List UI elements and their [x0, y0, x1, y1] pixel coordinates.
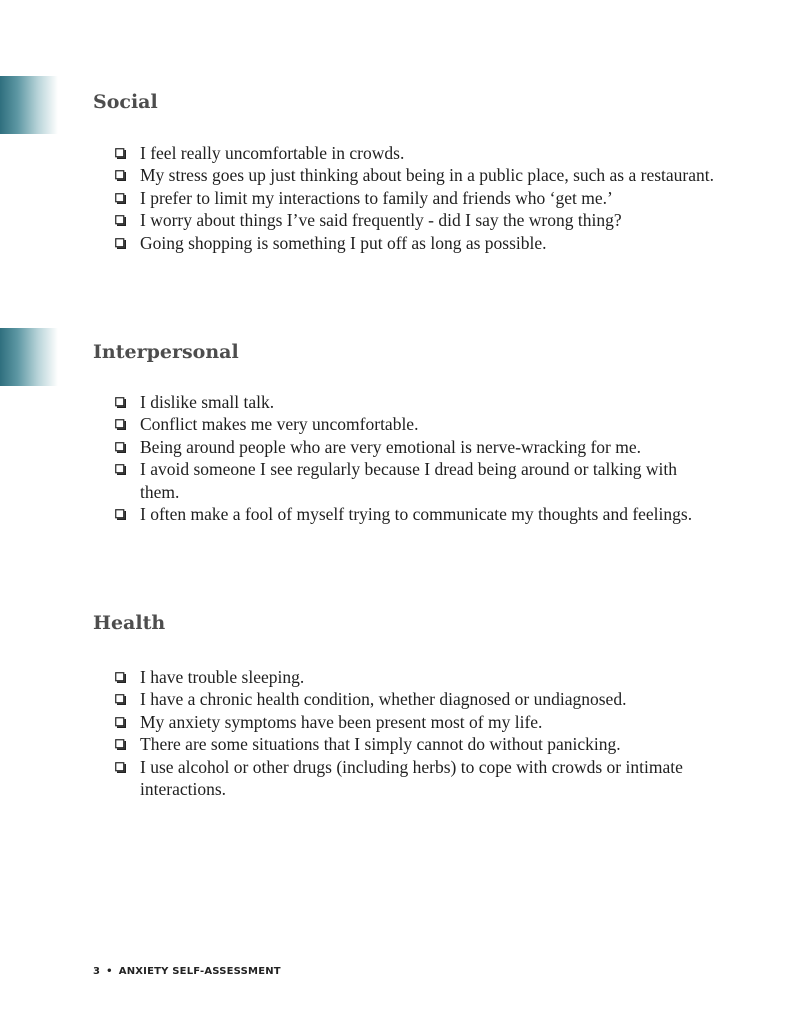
checkbox-icon[interactable] [115, 397, 126, 408]
section-tab-decoration [0, 328, 58, 386]
checkbox-icon[interactable] [115, 509, 126, 520]
list-item[interactable]: I worry about things I’ve said frequently - did I say the wrong thing? [115, 209, 715, 231]
list-item[interactable]: I have trouble sleeping. [115, 666, 715, 688]
list-item[interactable]: My stress goes up just thinking about being in a public place, such as a restaurant. [115, 164, 715, 186]
checkbox-icon[interactable] [115, 148, 126, 159]
list-item[interactable]: I feel really uncomfortable in crowds. [115, 142, 715, 164]
checklist-health [115, 666, 715, 800]
footer-separator: • [106, 966, 113, 977]
checkbox-icon[interactable] [115, 717, 126, 728]
checkbox-icon[interactable] [115, 193, 126, 204]
list-item[interactable]: I dislike small talk. [115, 391, 715, 413]
list-item[interactable]: My anxiety symptoms have been present most of my life. [115, 711, 715, 733]
page-footer [93, 966, 281, 977]
section-heading-interpersonal: Interpersonal [93, 341, 239, 363]
checkbox-icon[interactable] [115, 672, 126, 683]
checkbox-icon[interactable] [115, 464, 126, 475]
checklist-social [115, 142, 715, 254]
list-item[interactable]: I use alcohol or other drugs (including herbs) to cope with crowds or intimate interactions. [115, 756, 715, 801]
checkbox-icon[interactable] [115, 442, 126, 453]
section-heading-social: Social [93, 91, 158, 113]
page-number: 3 [93, 966, 101, 977]
list-item[interactable]: Being around people who are very emotional is nerve-wracking for me. [115, 436, 715, 458]
checkbox-icon[interactable] [115, 170, 126, 181]
list-item[interactable]: I often make a fool of myself trying to communicate my thoughts and feelings. [115, 503, 715, 525]
list-item[interactable]: There are some situations that I simply cannot do without panicking. [115, 733, 715, 755]
list-item[interactable]: Going shopping is something I put off as long as possible. [115, 232, 715, 254]
checkbox-icon[interactable] [115, 694, 126, 705]
list-item[interactable]: I have a chronic health condition, whether diagnosed or undiagnosed. [115, 688, 715, 710]
checkbox-icon[interactable] [115, 739, 126, 750]
checkbox-icon[interactable] [115, 238, 126, 249]
section-heading-health: Health [93, 612, 166, 634]
checkbox-icon[interactable] [115, 762, 126, 773]
section-tab-decoration [0, 76, 58, 134]
list-item[interactable]: Conflict makes me very uncomfortable. [115, 413, 715, 435]
checkbox-icon[interactable] [115, 215, 126, 226]
list-item[interactable]: I avoid someone I see regularly because I dread being around or talking with them. [115, 458, 715, 503]
checklist-interpersonal [115, 391, 715, 525]
checkbox-icon[interactable] [115, 419, 126, 430]
document-title: ANXIETY SELF-ASSESSMENT [118, 966, 281, 977]
list-item[interactable]: I prefer to limit my interactions to family and friends who ‘get me.’ [115, 187, 715, 209]
